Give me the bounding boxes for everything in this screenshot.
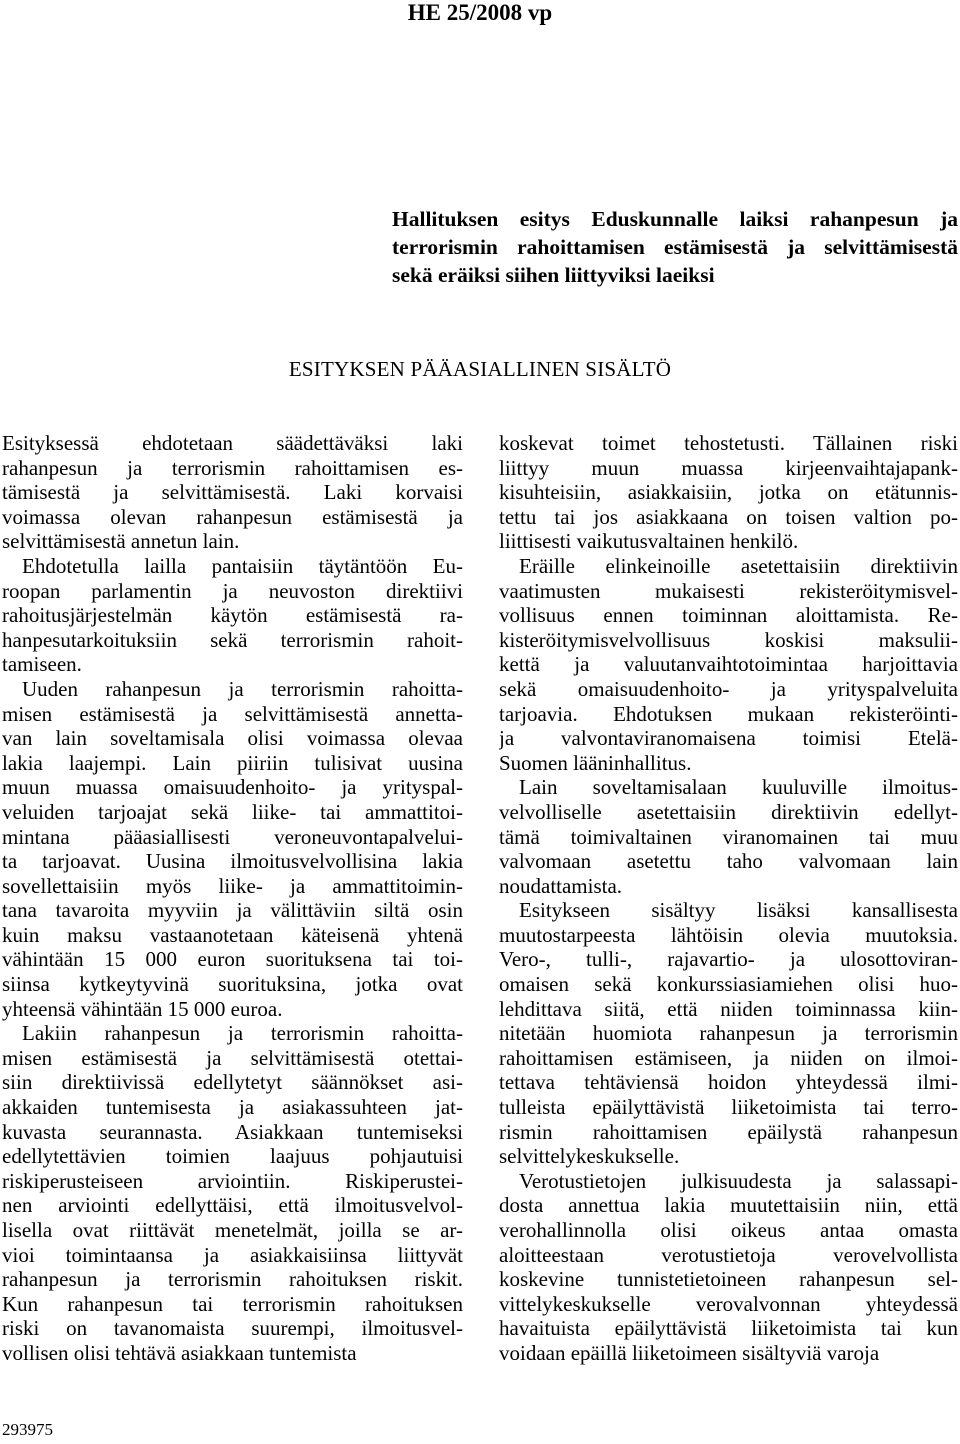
text-line: kettä ja valuutanvaihtotoimintaa harjoittavia [499, 652, 958, 677]
text-line: voidaan epäillä liiketoimeen sisältyviä varoja [499, 1340, 880, 1365]
text-line: tämä toimivaltainen viranomainen tai muu [499, 824, 958, 849]
text-line: velvolliselle asetettaisiin direktiivin edellyt- [499, 799, 958, 824]
text-line: rismin rahoittamisen epäilystä rahanpesun [499, 1119, 958, 1144]
text-line: vähintään 15 000 euron suorituksena tai toi- [2, 947, 463, 972]
title-line: Hallituksen esitys Eduskunnalle laiksi rahanpesun ja [392, 207, 958, 231]
text-line: Ehdotetulla lailla pantaisiin täytäntöön Eu- [22, 553, 463, 578]
text-line: valvomaan asetettu taho valvomaan lain [499, 849, 958, 874]
text-line: liittyy muun muassa kirjeenvaihtajapank- [499, 455, 958, 480]
text-line: lehdittava siitä, että niiden toiminnassa kiin- [499, 996, 958, 1021]
text-line: yhteensä vähintään 15 000 euroa. [2, 996, 283, 1021]
text-line: van lain soveltamisala olisi voimassa olevaa [2, 726, 463, 751]
text-line: tettava tehtäviensä hoidon yhteydessä ilmi- [499, 1070, 958, 1095]
text-line: riskiperusteiseen arviointiin. Riskiperustei- [2, 1168, 463, 1193]
document-title [392, 205, 958, 289]
text-line: tämisestä ja selvittämisestä. Laki korvaisi [2, 480, 463, 505]
text-line: veluiden tarjoajat sekä liike- tai ammattitoi- [2, 799, 463, 824]
text-line: vittelykeskukselle verovalvonnan yhteydessä [499, 1291, 958, 1316]
text-line: Verotustietojen julkisuudesta ja salassapi- [519, 1168, 958, 1193]
text-line: kuvasta seurannasta. Asiakkaan tuntemiseksi [2, 1119, 463, 1144]
text-line: siinsa kytkeytyvinä suorituksina, jotka ovat [2, 972, 463, 997]
left-text-column [2, 431, 463, 1366]
text-line: ta tarjoavat. Uusina ilmoitusvelvollisina lakia [2, 849, 463, 874]
text-line: verohallinnolla olisi oikeus antaa omasta [499, 1218, 958, 1242]
text-line: tarjoavia. Ehdotuksen mukaan rekisteröinti- [499, 701, 958, 726]
text-line: Eräille elinkeinoille asetettaisiin direktiivin [519, 553, 958, 578]
text-line: siin direktiivissä edellytetyt säännökset asi- [2, 1070, 463, 1095]
text-line: hanpesutarkoituksiin sekä terrorismin rahoit- [2, 627, 463, 652]
text-line: mintana pääasiallisesti veroneuvontapalvelui- [2, 824, 463, 849]
text-line: rahanpesun ja terrorismin rahoituksen riskit. [2, 1267, 463, 1292]
text-line: nitetään huomiota rahanpesun ja terrorismin [499, 1021, 958, 1046]
text-line: rahoittamisen estämiseen, ja niiden on ilmoi- [499, 1045, 958, 1070]
right-text-column [499, 431, 958, 1366]
text-line: kuin maksu vastaanotetaan käteisenä yhtenä [2, 922, 463, 947]
title-line: terrorismin rahoittamisen estämisestä ja selvittämisestä [392, 235, 958, 259]
text-line: edellytettävien toimien laajuus pohjautuisi [2, 1144, 463, 1169]
text-line: ja valvontaviranomaisena toimisi Etelä- [499, 726, 958, 751]
text-line: nen arviointi edellyttäisi, että ilmoitusvelvol- [2, 1193, 463, 1218]
text-line: havaituista epäilyttävistä liiketoimista tai kun [499, 1316, 958, 1341]
text-line: misen estämisestä ja selvittämisestä annetta- [2, 701, 463, 726]
text-line: vioi toimintaansa ja asiakkaisiinsa liittyvät [2, 1242, 463, 1267]
text-line: noudattamista. [499, 873, 623, 898]
text-line: vaatimusten mukaisesti rekisteröitymisvel- [499, 578, 958, 603]
text-line: roopan parlamentin ja neuvoston direktiivi [2, 578, 463, 603]
text-line: akkaiden tuntemisesta ja asiakassuhteen jat- [2, 1095, 463, 1120]
text-line: voimassa olevan rahanpesun estämisestä ja [2, 504, 463, 529]
text-line: Suomen lääninhallitus. [499, 750, 692, 775]
text-line: tana tavaroita myyviin ja välittäviin siltä osin [2, 898, 463, 923]
text-line: omaisen sekä konkurssiasiamiehen olisi huo- [499, 972, 958, 997]
text-line: selvittelykeskukselle. [499, 1144, 680, 1169]
document-id: HE 25/2008 vp [407, 0, 553, 25]
text-line: vollisen olisi tehtävä asiakkaan tuntemista [2, 1340, 357, 1365]
title-line: sekä eräiksi siihen liittyviksi laeiksi [392, 263, 715, 287]
text-line: dosta annettua lakia muutettaisiin niin, että [499, 1193, 958, 1218]
section-heading: ESITYKSEN PÄÄASIALLINEN SISÄLTÖ [288, 357, 672, 381]
text-line: muun muassa omaisuudenhoito- ja yrityspal- [2, 775, 463, 800]
text-line: sekä omaisuudenhoito- ja yrityspalveluita [499, 676, 958, 701]
text-line: rahanpesun ja terrorismin rahoittamisen es- [2, 455, 463, 480]
page-number: 293975 [2, 1420, 53, 1439]
text-line: tettu tai jos asiakkaana on toisen valtion po- [499, 504, 958, 529]
text-line: Lakiin rahanpesun ja terrorismin rahoitta- [22, 1021, 463, 1046]
text-line: Vero-, tulli-, rajavartio- ja ulosottoviran- [499, 947, 958, 972]
text-line: Uuden rahanpesun ja terrorismin rahoitta- [22, 676, 463, 701]
text-line: selvittämisestä annetun lain. [2, 529, 240, 554]
text-line: kisteröitymisvelvollisuus koskisi maksulii- [499, 627, 958, 652]
text-line: rahoitusjärjestelmän käytön estämisestä ra- [2, 603, 463, 628]
text-line: riski on tavanomaista suurempi, ilmoitusvel- [2, 1316, 463, 1341]
text-line: muutostarpeesta lähtöisin olevia muutoksia. [499, 922, 958, 947]
text-line: sovellettaisiin myös liike- ja ammattitoimin- [2, 873, 463, 898]
text-line: lisella ovat riittävät menetelmät, joilla se ar- [2, 1218, 463, 1242]
text-line: tulleista epäilyttävistä liiketoimista tai terro- [499, 1095, 958, 1120]
text-line: aloitteestaan verotustietoja verovelvollista [499, 1242, 958, 1267]
text-line: Kun rahanpesun tai terrorismin rahoituksen [2, 1291, 463, 1316]
text-line: Esitykseen sisältyy lisäksi kansallisesta [519, 898, 958, 923]
text-line: lakia laajempi. Lain piiriin tulisivat uusina [2, 750, 463, 775]
text-line: tamiseen. [2, 652, 82, 677]
text-line: misen estämisestä ja selvittämisestä otettai- [2, 1045, 463, 1070]
text-line: vollisuus ennen toiminnan aloittamista. Re- [499, 603, 958, 628]
text-line: koskevat toimet tehostetusti. Tällainen riski [499, 431, 958, 455]
text-line: kisuhteisiin, asiakkaisiin, jotka on etätunnis- [499, 480, 958, 505]
text-line: Esityksessä ehdotetaan säädettäväksi laki [2, 431, 463, 455]
text-line: liittisesti vaikutusvaltainen henkilö. [499, 529, 799, 554]
text-line: koskevine tunnistetietoineen rahanpesun sel- [499, 1267, 958, 1292]
text-line: Lain soveltamisalaan kuuluville ilmoitus- [519, 775, 958, 800]
